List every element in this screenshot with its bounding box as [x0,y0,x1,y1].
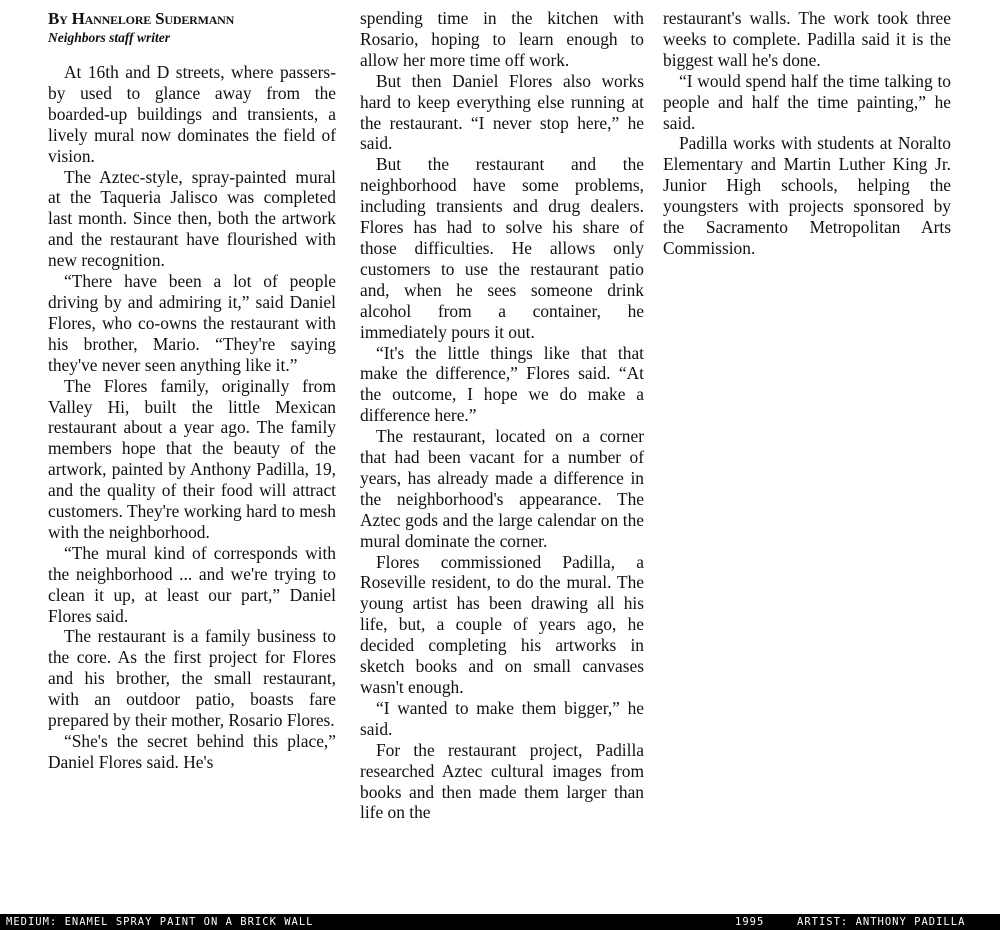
article-column-1 [48,8,336,773]
paragraph: At 16th and D streets, where passers-by used to glance away from the boarded-up buildings and transients, a lively mural now dominates the field of vision. [48,62,336,166]
paragraph: Flores commissioned Padilla, a Roseville resident, to do the mural. The young artist has been drawing all his life, but, a couple of years ago, he decided completing his artworks in sketch books and on small canvases wasn't enough. [360,551,644,697]
paragraph: “The mural kind of corresponds with the neighborhood ... and we're trying to clean it up, at least our part,” Daniel Flores said. [48,542,336,626]
paragraph: “I wanted to make them bigger,” he said. [360,697,644,739]
byline: By Hannelore Sudermann [48,9,235,28]
article-column-2 [360,8,644,823]
paragraph: “It's the little things like that that make the difference,” Flores said. “At the outcome, I hope we do make a difference here.” [360,342,644,426]
paragraph: The Aztec-style, spray-painted mural at the Taqueria Jalisco was completed last month. Since then, both the artwork and the restaurant have flourished with new recognition. [48,166,336,271]
paragraph: But the restaurant and the neighborhood have some problems, including transients and drug dealers. Flores has had to solve his share of those difficulties. He allows only customers to use the restaurant patio and, when he sees someone drink alcohol from a container, he immediately pours it out. [360,154,644,342]
caption-year: 1995 [735,916,765,928]
paragraph: The restaurant is a family business to the core. As the first project for Flores and his brother, the small restaurant, with an outdoor patio, boasts fare prepared by their mother, Rosario Flores. [48,626,336,731]
article-column-3 [663,8,951,259]
paragraph: For the restaurant project, Padilla researched Aztec cultural images from books and then made them larger than life on the [360,739,644,823]
paragraph: The restaurant, located on a corner that had been vacant for a number of years, has already made a difference in the neighborhood's appearance. The Aztec gods and the large calendar on the mural dominate the corner. [360,426,644,551]
caption-bar [0,914,1000,930]
paragraph: “I would spend half the time talking to people and half the time painting,” he said. [663,70,951,133]
paragraph-continued: restaurant's walls. The work took three weeks to complete. Padilla said it is the biggest wall he's done. [663,8,951,70]
paragraph: Padilla works with students at Noralto Elementary and Martin Luther King Jr. Junior High schools, helping the youngsters with projects sponsored by the Sacramento Metropolitan Arts Commission. [663,133,951,258]
caption-medium: MEDIUM: ENAMEL SPRAY PAINT ON A BRICK WALL [6,916,314,928]
byline-role: Neighbors staff writer [48,30,171,45]
paragraph: “There have been a lot of people driving by and admiring it,” said Daniel Flores, who co-owns the restaurant with his brother, Mario. “They're saying they've never seen anything like it.” [48,271,336,375]
paragraph: “She's the secret behind this place,” Daniel Flores said. He's [48,731,336,772]
paragraph: But then Daniel Flores also works hard to keep everything else running at the restaurant. “I never stop here,” he said. [360,70,644,154]
paragraph-continued: spending time in the kitchen with Rosario, hoping to learn enough to allow her more time off work. [360,8,644,70]
paragraph: The Flores family, originally from Valley Hi, built the little Mexican restaurant about a year ago. The family members hope that the beauty of the artwork, painted by Anthony Padilla, 19, and the quality of their food will attract customers. They're working hard to mesh with the neighborhood. [48,375,336,542]
caption-artist: ARTIST: ANTHONY PADILLA [797,916,966,928]
